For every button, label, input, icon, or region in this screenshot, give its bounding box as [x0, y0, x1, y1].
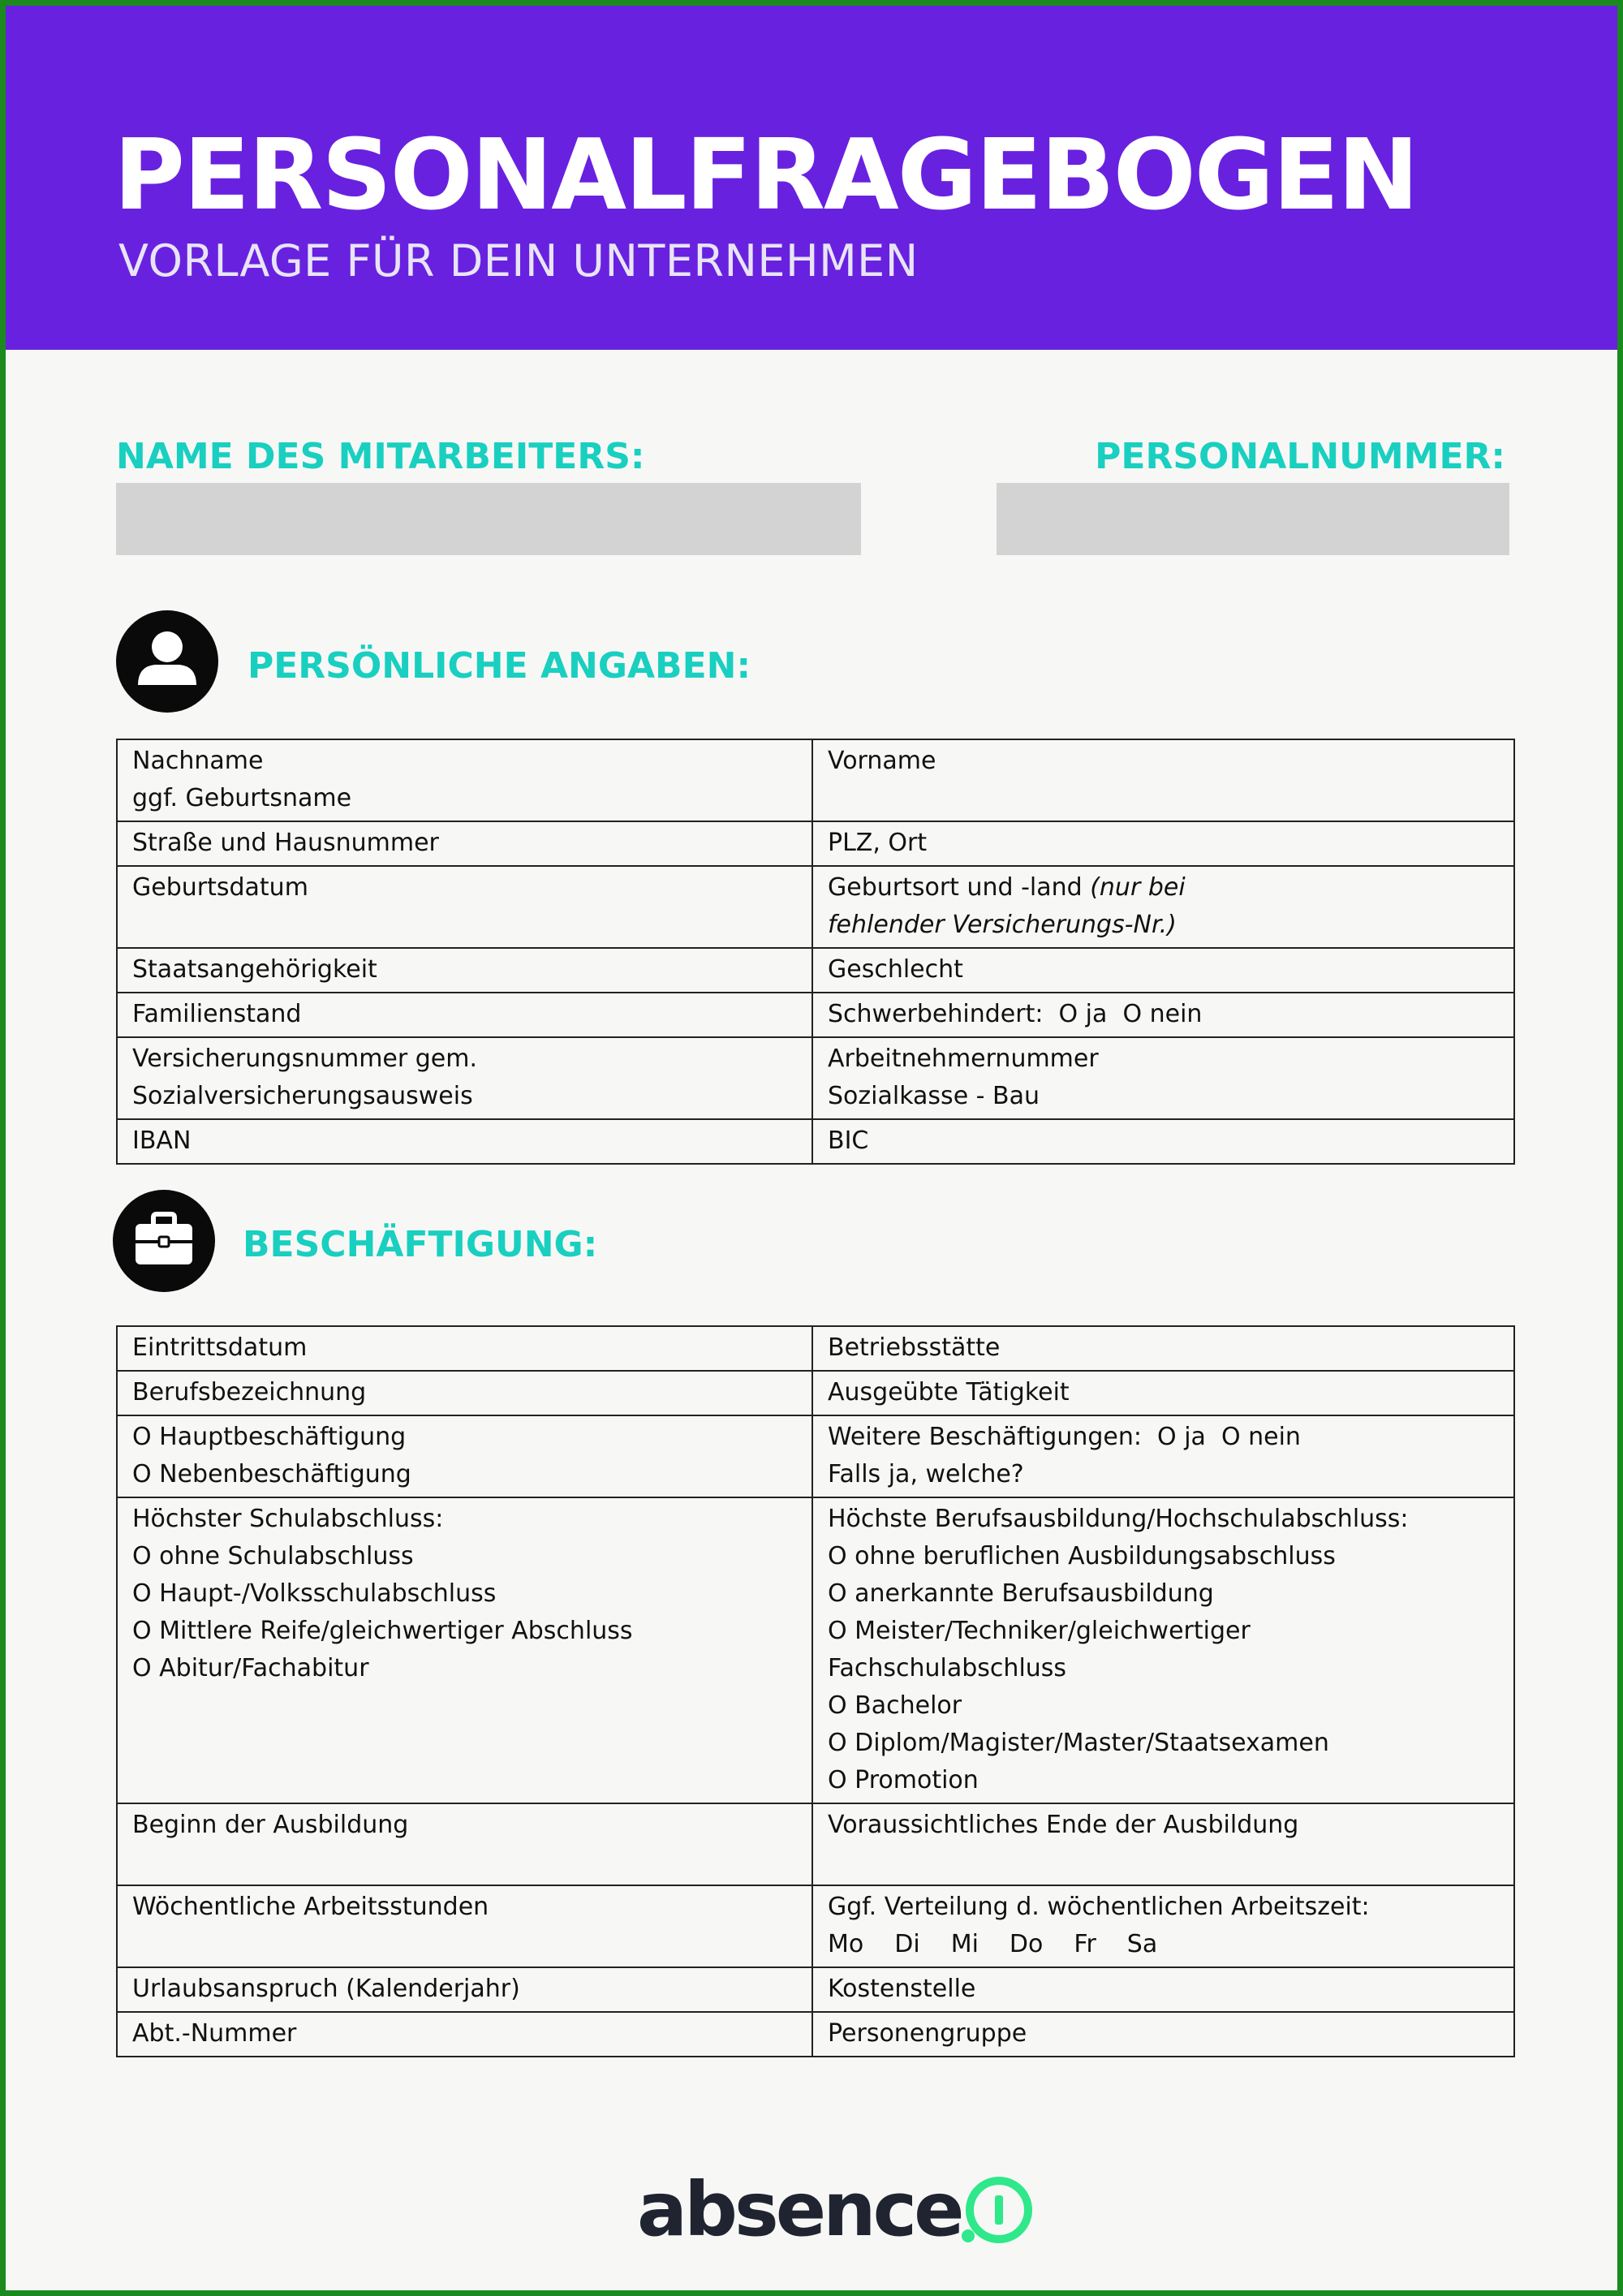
header-banner: [6, 6, 1617, 350]
table-row: [117, 2012, 1514, 2057]
table-cell[interactable]: IBAN: [117, 1119, 812, 1164]
briefcase-icon: [113, 1190, 215, 1292]
table-cell[interactable]: Höchste Berufsausbildung/Hochschulabschluss: O ohne beruflichen Ausbildungsabschluss O anerkannte Berufsausbildung O Meister/Techniker/gleichwertiger Fachschulabschluss O Bachelor O Diplom/Magister/Master/Staatsexamen O Promotion: [812, 1497, 1514, 1803]
table-cell[interactable]: Berufsbezeichnung: [117, 1371, 812, 1415]
table-row: [117, 821, 1514, 866]
table-row: [117, 1497, 1514, 1803]
absence-logo-icon: [957, 2171, 1035, 2249]
table-row: [117, 948, 1514, 993]
table-cell[interactable]: Eintrittsdatum: [117, 1326, 812, 1371]
employee-name-field[interactable]: [116, 483, 861, 555]
personnel-number-label: PERSONALNUMMER:: [1095, 436, 1505, 477]
weekday-sa[interactable]: Sa: [1126, 1930, 1158, 1958]
table-cell[interactable]: BIC: [812, 1119, 1514, 1164]
table-row: [117, 1119, 1514, 1164]
section-title-personal: PERSÖNLICHE ANGABEN:: [248, 645, 751, 687]
weekday-di[interactable]: Di: [894, 1930, 920, 1958]
table-cell[interactable]: Geschlecht: [812, 948, 1514, 993]
personal-data-table: [116, 739, 1515, 1165]
table-cell[interactable]: Familienstand: [117, 993, 812, 1037]
table-row: [117, 1803, 1514, 1885]
table-cell[interactable]: O Hauptbeschäftigung O Nebenbeschäftigung: [117, 1415, 812, 1497]
employee-name-label: NAME DES MITARBEITERS:: [116, 436, 645, 477]
table-cell[interactable]: Geburtsort und -land (nur bei fehlender Versicherungs-Nr.): [812, 866, 1514, 948]
employment-table: [116, 1325, 1515, 2057]
weekday-do[interactable]: Do: [1009, 1930, 1044, 1958]
table-cell[interactable]: Voraussichtliches Ende der Ausbildung: [812, 1803, 1514, 1885]
table-cell[interactable]: Ausgeübte Tätigkeit: [812, 1371, 1514, 1415]
table-row: [117, 866, 1514, 948]
table-row: [117, 1326, 1514, 1371]
table-cell[interactable]: Nachname ggf. Geburtsname: [117, 739, 812, 821]
page-title: PERSONALFRAGEBOGEN: [114, 119, 1418, 232]
weekday-mi[interactable]: Mi: [950, 1930, 979, 1958]
section-title-employment: BESCHÄFTIGUNG:: [243, 1224, 598, 1265]
table-row: [117, 739, 1514, 821]
table-cell[interactable]: Abt.-Nummer: [117, 2012, 812, 2057]
table-cell[interactable]: Geburtsdatum: [117, 866, 812, 948]
table-cell[interactable]: Betriebsstätte: [812, 1326, 1514, 1371]
table-cell[interactable]: Schwerbehindert: O ja O nein: [812, 993, 1514, 1037]
table-row: [117, 1967, 1514, 2012]
person-icon: [116, 610, 218, 713]
table-cell[interactable]: Urlaubsanspruch (Kalenderjahr): [117, 1967, 812, 2012]
table-cell[interactable]: Arbeitnehmernummer Sozialkasse - Bau: [812, 1037, 1514, 1119]
table-row: [117, 993, 1514, 1037]
table-row: [117, 1885, 1514, 1967]
table-cell[interactable]: Kostenstelle: [812, 1967, 1514, 2012]
table-row: [117, 1037, 1514, 1119]
table-cell[interactable]: Höchster Schulabschluss: O ohne Schulabschluss O Haupt-/Volksschulabschluss O Mittlere Reife/gleichwertiger Abschluss O Abitur/Fachabitur: [117, 1497, 812, 1803]
table-row: [117, 1415, 1514, 1497]
logo-text: absence: [637, 2166, 962, 2253]
table-cell[interactable]: Staatsangehörigkeit: [117, 948, 812, 993]
personnel-number-field[interactable]: [997, 483, 1509, 555]
table-cell[interactable]: Beginn der Ausbildung: [117, 1803, 812, 1885]
table-cell[interactable]: Straße und Hausnummer: [117, 821, 812, 866]
weekday-fr[interactable]: Fr: [1074, 1930, 1096, 1958]
table-cell[interactable]: Ggf. Verteilung d. wöchentlichen Arbeitszeit: Mo Di Mi Do Fr Sa: [812, 1885, 1514, 1967]
absence-logo: [637, 2166, 1035, 2253]
table-cell[interactable]: PLZ, Ort: [812, 821, 1514, 866]
weekday-mo[interactable]: Mo: [828, 1930, 864, 1958]
table-cell[interactable]: Versicherungsnummer gem. Sozialversicherungsausweis: [117, 1037, 812, 1119]
table-cell[interactable]: Vorname: [812, 739, 1514, 821]
table-cell[interactable]: Personengruppe: [812, 2012, 1514, 2057]
table-row: [117, 1371, 1514, 1415]
weekday-row: [828, 1926, 1499, 1963]
page-subtitle: VORLAGE FÜR DEIN UNTERNEHMEN: [118, 235, 919, 286]
table-cell[interactable]: Weitere Beschäftigungen: O ja O nein Falls ja, welche?: [812, 1415, 1514, 1497]
table-cell[interactable]: Wöchentliche Arbeitsstunden: [117, 1885, 812, 1967]
